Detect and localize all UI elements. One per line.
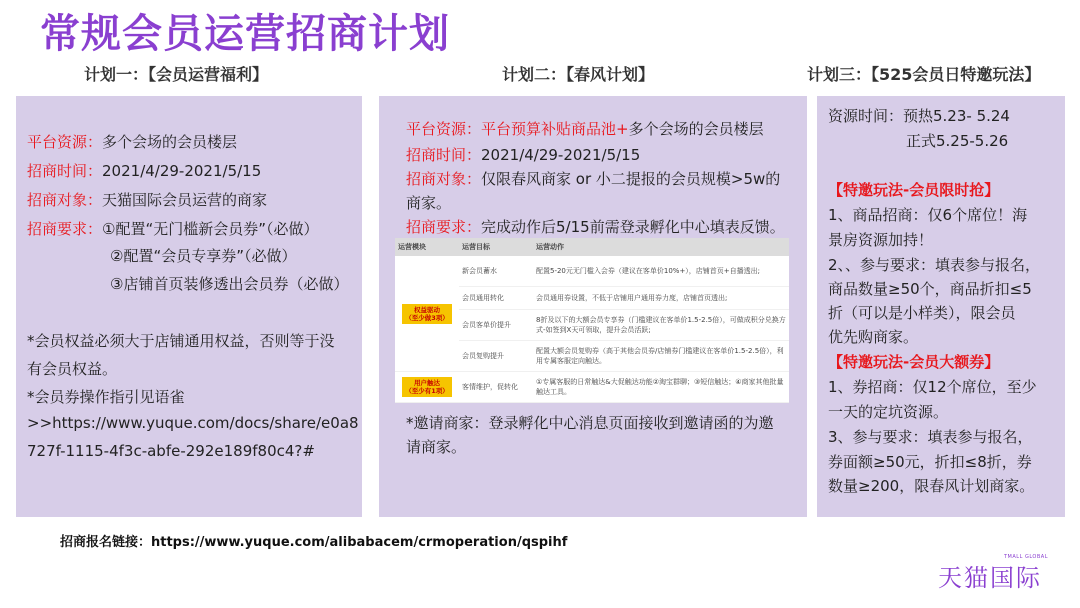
plan2-target-b: 商家。: [406, 194, 452, 212]
plan3-s1-l6: 优先购商家。: [828, 328, 919, 346]
plan2-resource: 平台资源：平台预算补贴商品池+多个会场的会员楼层: [406, 120, 764, 138]
plan1-req3: ③店铺首页装修透出会员券（必做）: [110, 275, 349, 293]
brand-logo: 天猫国际: [938, 564, 1042, 592]
plan1-time: 招商时间：2021/4/29-2021/5/15: [27, 162, 262, 180]
plan1-req2: ②配置“会员专享券”（必做）: [110, 247, 297, 265]
plan1-link-b[interactable]: 727f-1115-4f3c-abfe-292e189f80c4?#: [27, 442, 315, 460]
plan1-note2: *会员券操作指引见语雀: [27, 388, 185, 406]
table-header: 运营模块: [395, 238, 459, 256]
module-badge-equity: 权益驱动 （至少做3项）: [402, 304, 452, 324]
plan1-target: 招商对象：天猫国际会员运营的商家: [27, 191, 268, 209]
table-row: 权益驱动 （至少做3项） 新会员蓄水 配置5-20元无门槛入会券（建议在客单价10%+），店铺首页+自播透出;: [395, 256, 789, 287]
plan3-s1-l1: 1、商品招商：仅6个席位！海: [828, 206, 1028, 224]
table-row: 会员通用转化 会员通用券设置，不低于店铺用户通用券力度，店铺首页透出;: [395, 287, 789, 310]
plan3-s1-l2: 景房资源加持！: [828, 231, 934, 249]
signup-link[interactable]: 招商报名链接：https://www.yuque.com/alibabacem/crmoperation/qspihf: [60, 535, 568, 550]
plan1-note1b: 有会员权益。: [27, 360, 118, 378]
plan2-time: 招商时间：2021/4/29-2021/5/15: [406, 146, 641, 164]
plan3-res-time-a: 资源时间：预热5.23- 5.24: [828, 107, 1010, 125]
plan3-s2-l4: 券面额≥50元，折扣≤8折，券: [828, 453, 1032, 471]
plan1-link-a[interactable]: >>https://www.yuque.com/docs/share/e0a8: [27, 414, 359, 432]
table-row: 会员客单价提升 8折及以下的大额会员专享券（门槛建议在客单价1.5-2.5倍），可做成积分兑换方式-如签到X天可领取，提升会员活跃;: [395, 310, 789, 341]
plan3-s2-l1: 1、券招商：仅12个席位，至少: [828, 378, 1037, 396]
plan2-invite-b: 请商家。: [406, 438, 467, 456]
plan1-heading: 计划一：【会员运营福利】: [84, 65, 269, 84]
plan3-section2-title: 【特邀玩法-会员大额券】: [828, 353, 1000, 371]
plan3-s1-l3: 2、、参与要求：填表参与报名，: [828, 256, 1041, 274]
plan3-heading: 计划三：【525会员日特邀玩法】: [807, 65, 1041, 84]
plan2-target: 招商对象：仅限春风商家 or 小二提报的会员规模>5w的: [406, 170, 781, 188]
table-row: 会员复购提升 配置大额会员复购券（高于其他会员券/店铺券门槛建议在客单价1.5-2.5倍），利用专属客服定向触达。: [395, 341, 789, 372]
plan2-invite-a: *邀请商家：登录孵化中心消息页面接收到邀请函的为邀: [406, 414, 774, 432]
table-header: 运营动作: [533, 238, 789, 256]
plan2-req: 招商要求：完成动作后5/15前需登录孵化中心填表反馈。: [406, 218, 785, 236]
table-header: 运营目标: [459, 238, 533, 256]
plan3-s2-l3: 3、参与要求：填表参与报名，: [828, 428, 1033, 446]
page-title: 常规会员运营招商计划: [40, 11, 450, 57]
plan3-res-time-b: 正式5.25-5.26: [906, 132, 1009, 150]
plan3-s1-l4: 商品数量≥50个，商品折扣≤5: [828, 280, 1032, 298]
plan1-req: 招商要求：①配置“无门槛新会员券”（必做）: [27, 220, 319, 238]
plan3-s2-l2: 一天的定坑资源。: [828, 403, 949, 421]
plan3-s1-l5: 折（可以是小样类），限会员: [828, 304, 1016, 322]
module-badge-reach: 用户触达 （至少有1项）: [402, 377, 452, 397]
plan3-s2-l5: 数量≥200，限春风计划商家。: [828, 477, 1035, 495]
brand-subtitle: TMALL GLOBAL: [1004, 554, 1049, 560]
plan3-section1-title: 【特邀玩法-会员限时抢】: [828, 181, 1000, 199]
plan2-ops-table: [395, 238, 789, 403]
table-row: 用户触达 （至少有1项） 客情维护，促转化 ①专属客服的日常触达&大促触达功能②淘宝群聊；③短信触达；④商家其他批量触达工具。: [395, 372, 789, 403]
plan2-heading: 计划二：【春风计划】: [502, 65, 655, 84]
plan1-resource: 平台资源：多个会场的会员楼层: [27, 133, 238, 151]
plan1-note1a: *会员权益必须大于店铺通用权益，否则等于没: [27, 332, 335, 350]
